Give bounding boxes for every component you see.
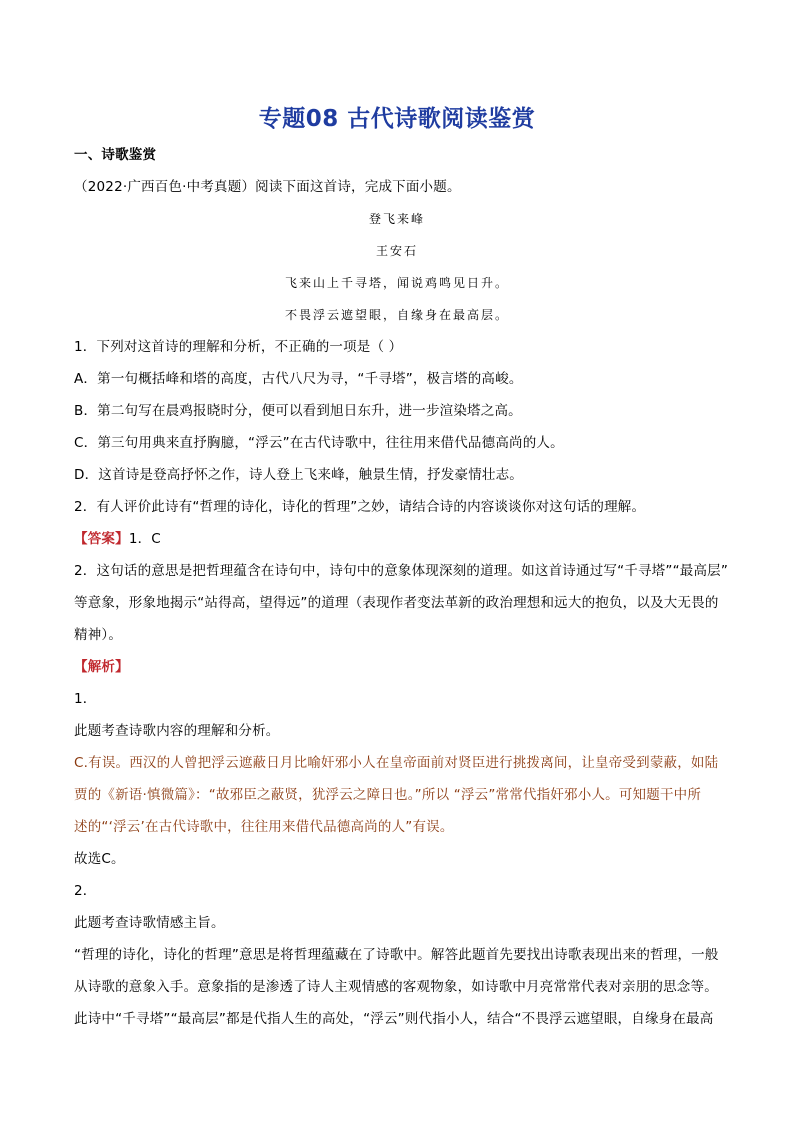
poem-line-2: 不畏浮云遮望眼，自缘身在最高层。 xyxy=(284,308,509,322)
poem-line-1: 飞来山上千寻塔，闻说鸡鸣见日升。 xyxy=(284,276,509,290)
analysis-2-line-3: 此诗中“千寻塔”“最高层”都是代指人生的高处，“浮云”则代指小人，结合“不畏浮云遮望眼，自缘身在最高 xyxy=(74,1011,714,1027)
question-1-option-d: D．这首诗是登高抒怀之作，诗人登上飞来峰，触景生情，抒发豪情壮志。 xyxy=(74,467,523,483)
question-1-option-a: A．第一句概括峰和塔的高度，古代八尺为寻，“千寻塔”，极言塔的高峻。 xyxy=(74,371,523,387)
analysis-label: 【解析】 xyxy=(74,659,129,675)
answer-block xyxy=(74,530,161,548)
analysis-2-number: 2． xyxy=(74,883,97,899)
question-1-stem: 1．下列对这首诗的理解和分析，不正确的一项是（ ） xyxy=(74,339,403,355)
poem-author: 王安石 xyxy=(375,244,418,258)
analysis-1-choice: 故选C。 xyxy=(74,851,125,867)
answer-2-line-2: 等意象，形象地揭示“站得高，望得远”的道理（表现作者变法革新的政治理想和远大的抱负，以及大无畏的 xyxy=(74,595,719,611)
answer-label: 【答案】 xyxy=(74,531,129,547)
analysis-1-c-line-2: 贾的《新语·慎微篇》：“故邪臣之蔽贤，犹浮云之障日也。”所以 “浮云”常常代指奸邪小人。可知题干中所 xyxy=(74,787,702,803)
analysis-1-text: 此题考查诗歌内容的理解和分析。 xyxy=(74,723,280,739)
answer-1: 1．C xyxy=(128,531,161,547)
question-2-stem: 2．有人评价此诗有“哲理的诗化，诗化的哲理”之妙，请结合诗的内容谈谈你对这句话的理解。 xyxy=(74,499,646,515)
analysis-1-c-line-1: C.有误。西汉的人曾把浮云遮蔽日月比喻奸邪小人在皇帝面前对贤臣进行挑拨离间，让皇帝受到蒙蔽，如陆 xyxy=(74,755,719,771)
analysis-2-line-2: 从诗歌的意象入手。意象指的是渗透了诗人主观情感的客观物象，如诗歌中月亮常常代表对亲朋的思念等。 xyxy=(74,979,718,995)
page-title: 专题08 古代诗歌阅读鉴赏 xyxy=(258,106,536,132)
poem-title: 登飞来峰 xyxy=(368,212,425,226)
question-1-option-b: B．第二句写在晨鸡报晓时分，便可以看到旭日东升，进一步渲染塔之高。 xyxy=(74,403,522,419)
question-1-option-c: C．第三句用典来直抒胸臆，“浮云”在古代诗歌中，往往用来借代品德高尚的人。 xyxy=(74,435,564,451)
source-line: （2022·广西百色·中考真题）阅读下面这首诗，完成下面小题。 xyxy=(74,179,461,195)
answer-2-line-3: 精神）。 xyxy=(74,627,123,643)
section-heading: 一、诗歌鉴赏 xyxy=(74,147,157,163)
analysis-2-line-1: “哲理的诗化，诗化的哲理”意思是将哲理蕴藏在了诗歌中。解答此题首先要找出诗歌表现出来的哲理，一般 xyxy=(74,947,719,963)
analysis-1-c-line-3: 述的“‘浮云’在古代诗歌中，往往用来借代品德高尚的人”有误。 xyxy=(74,819,454,835)
analysis-2-text: 此题考查诗歌情感主旨。 xyxy=(74,915,225,931)
answer-2-line-1: 2．这句话的意思是把哲理蕴含在诗句中，诗句中的意象体现深刻的道理。如这首诗通过写“千寻塔”“最高层” xyxy=(74,563,729,579)
analysis-1-number: 1． xyxy=(74,691,97,707)
